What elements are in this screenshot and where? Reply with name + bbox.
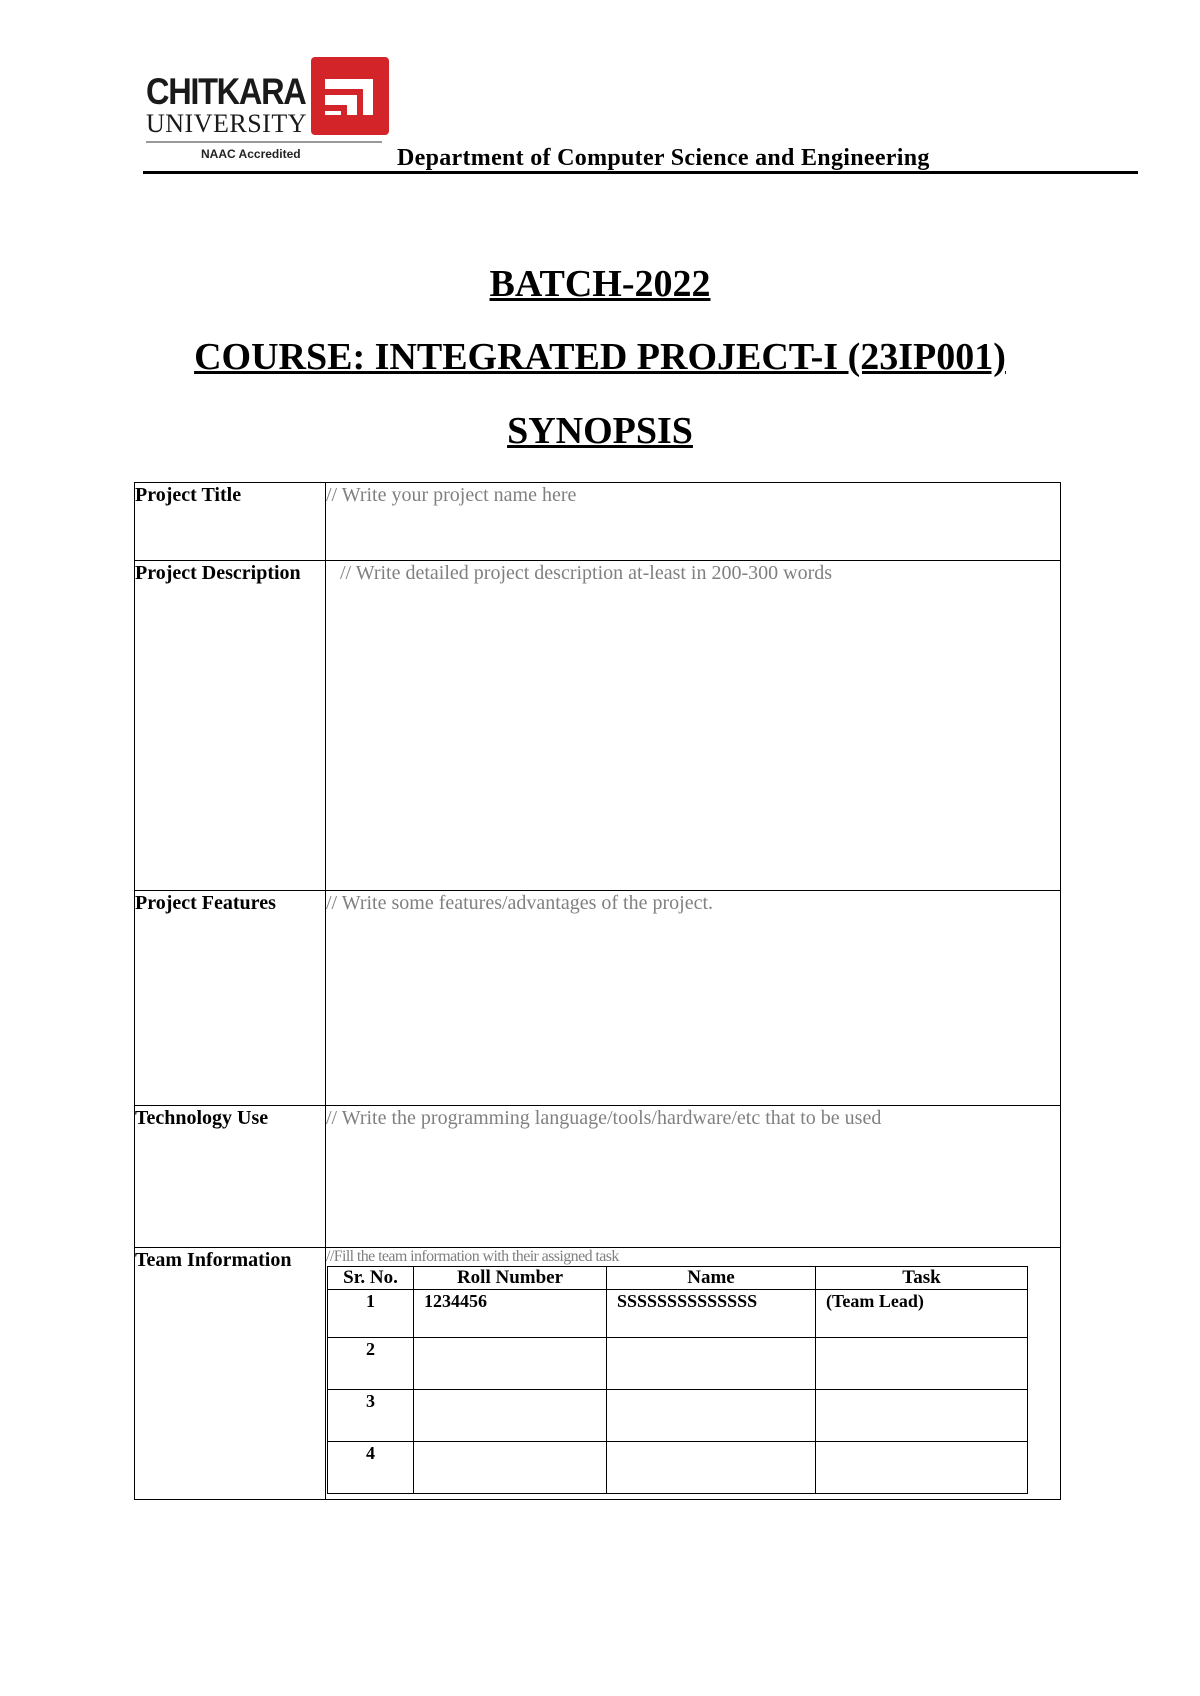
project-features-label: Project Features — [135, 891, 326, 1106]
cell-roll-number[interactable] — [414, 1390, 607, 1442]
cell-sr-no: 2 — [328, 1338, 414, 1390]
cell-name[interactable]: SSSSSSSSSSSSSS — [607, 1290, 816, 1338]
team-table — [327, 1266, 1028, 1494]
team-information-placeholder: //Fill the team information with their assigned task — [326, 1248, 619, 1265]
form-row-project-title — [135, 483, 1061, 561]
logo-divider — [146, 141, 382, 143]
cell-task[interactable]: (Team Lead) — [816, 1290, 1028, 1338]
form-row-project-features — [135, 891, 1061, 1106]
form-row-technology-use — [135, 1106, 1061, 1248]
project-title-field[interactable] — [326, 483, 1061, 561]
department-name: Department of Computer Science and Engineering — [397, 145, 930, 171]
cell-task[interactable] — [816, 1390, 1028, 1442]
header-sr-no: Sr. No. — [328, 1267, 414, 1290]
project-description-label: Project Description — [135, 561, 326, 891]
team-table-header — [328, 1267, 1028, 1290]
form-row-team-information — [135, 1248, 1061, 1500]
cell-sr-no: 4 — [328, 1442, 414, 1494]
synopsis-title: SYNOPSIS — [507, 410, 693, 452]
document-header — [143, 55, 1138, 175]
logo-university: UNIVERSITY — [146, 109, 307, 138]
batch-title: BATCH-2022 — [489, 263, 711, 305]
table-row — [328, 1338, 1028, 1390]
project-features-field[interactable] — [326, 891, 1061, 1106]
header-roll-number: Roll Number — [414, 1267, 607, 1290]
university-logo-icon — [311, 57, 389, 135]
synopsis-form-table — [134, 482, 1061, 1500]
project-title-placeholder: // Write your project name here — [326, 484, 577, 506]
form-row-project-description — [135, 561, 1061, 891]
technology-use-field[interactable] — [326, 1106, 1061, 1248]
cell-task[interactable] — [816, 1338, 1028, 1390]
cell-sr-no: 3 — [328, 1390, 414, 1442]
cell-name[interactable] — [607, 1338, 816, 1390]
team-information-label: Team Information — [135, 1248, 326, 1500]
project-description-field[interactable] — [326, 561, 1061, 891]
accreditation-label: NAAC Accredited — [201, 147, 301, 161]
cell-task[interactable] — [816, 1442, 1028, 1494]
technology-use-label: Technology Use — [135, 1106, 326, 1248]
header-divider — [143, 171, 1138, 174]
cell-name[interactable] — [607, 1442, 816, 1494]
cell-roll-number[interactable] — [414, 1442, 607, 1494]
cell-roll-number[interactable] — [414, 1338, 607, 1390]
table-row — [328, 1290, 1028, 1338]
cell-name[interactable] — [607, 1390, 816, 1442]
cell-roll-number[interactable]: 1234456 — [414, 1290, 607, 1338]
header-task: Task — [816, 1267, 1028, 1290]
technology-use-placeholder: // Write the programming language/tools/hardware/etc that to be used — [326, 1107, 882, 1129]
project-description-placeholder: // Write detailed project description at-least in 200-300 words — [340, 562, 833, 584]
university-logo-text — [146, 71, 307, 138]
header-name: Name — [607, 1267, 816, 1290]
team-information-field — [326, 1248, 1061, 1500]
logo-name: CHITKARA — [146, 71, 306, 112]
table-row — [328, 1390, 1028, 1442]
cell-sr-no: 1 — [328, 1290, 414, 1338]
project-title-label: Project Title — [135, 483, 326, 561]
project-features-placeholder: // Write some features/advantages of the project. — [326, 892, 714, 914]
course-title: COURSE: INTEGRATED PROJECT-I (23IP001) — [194, 336, 1006, 378]
table-row — [328, 1442, 1028, 1494]
